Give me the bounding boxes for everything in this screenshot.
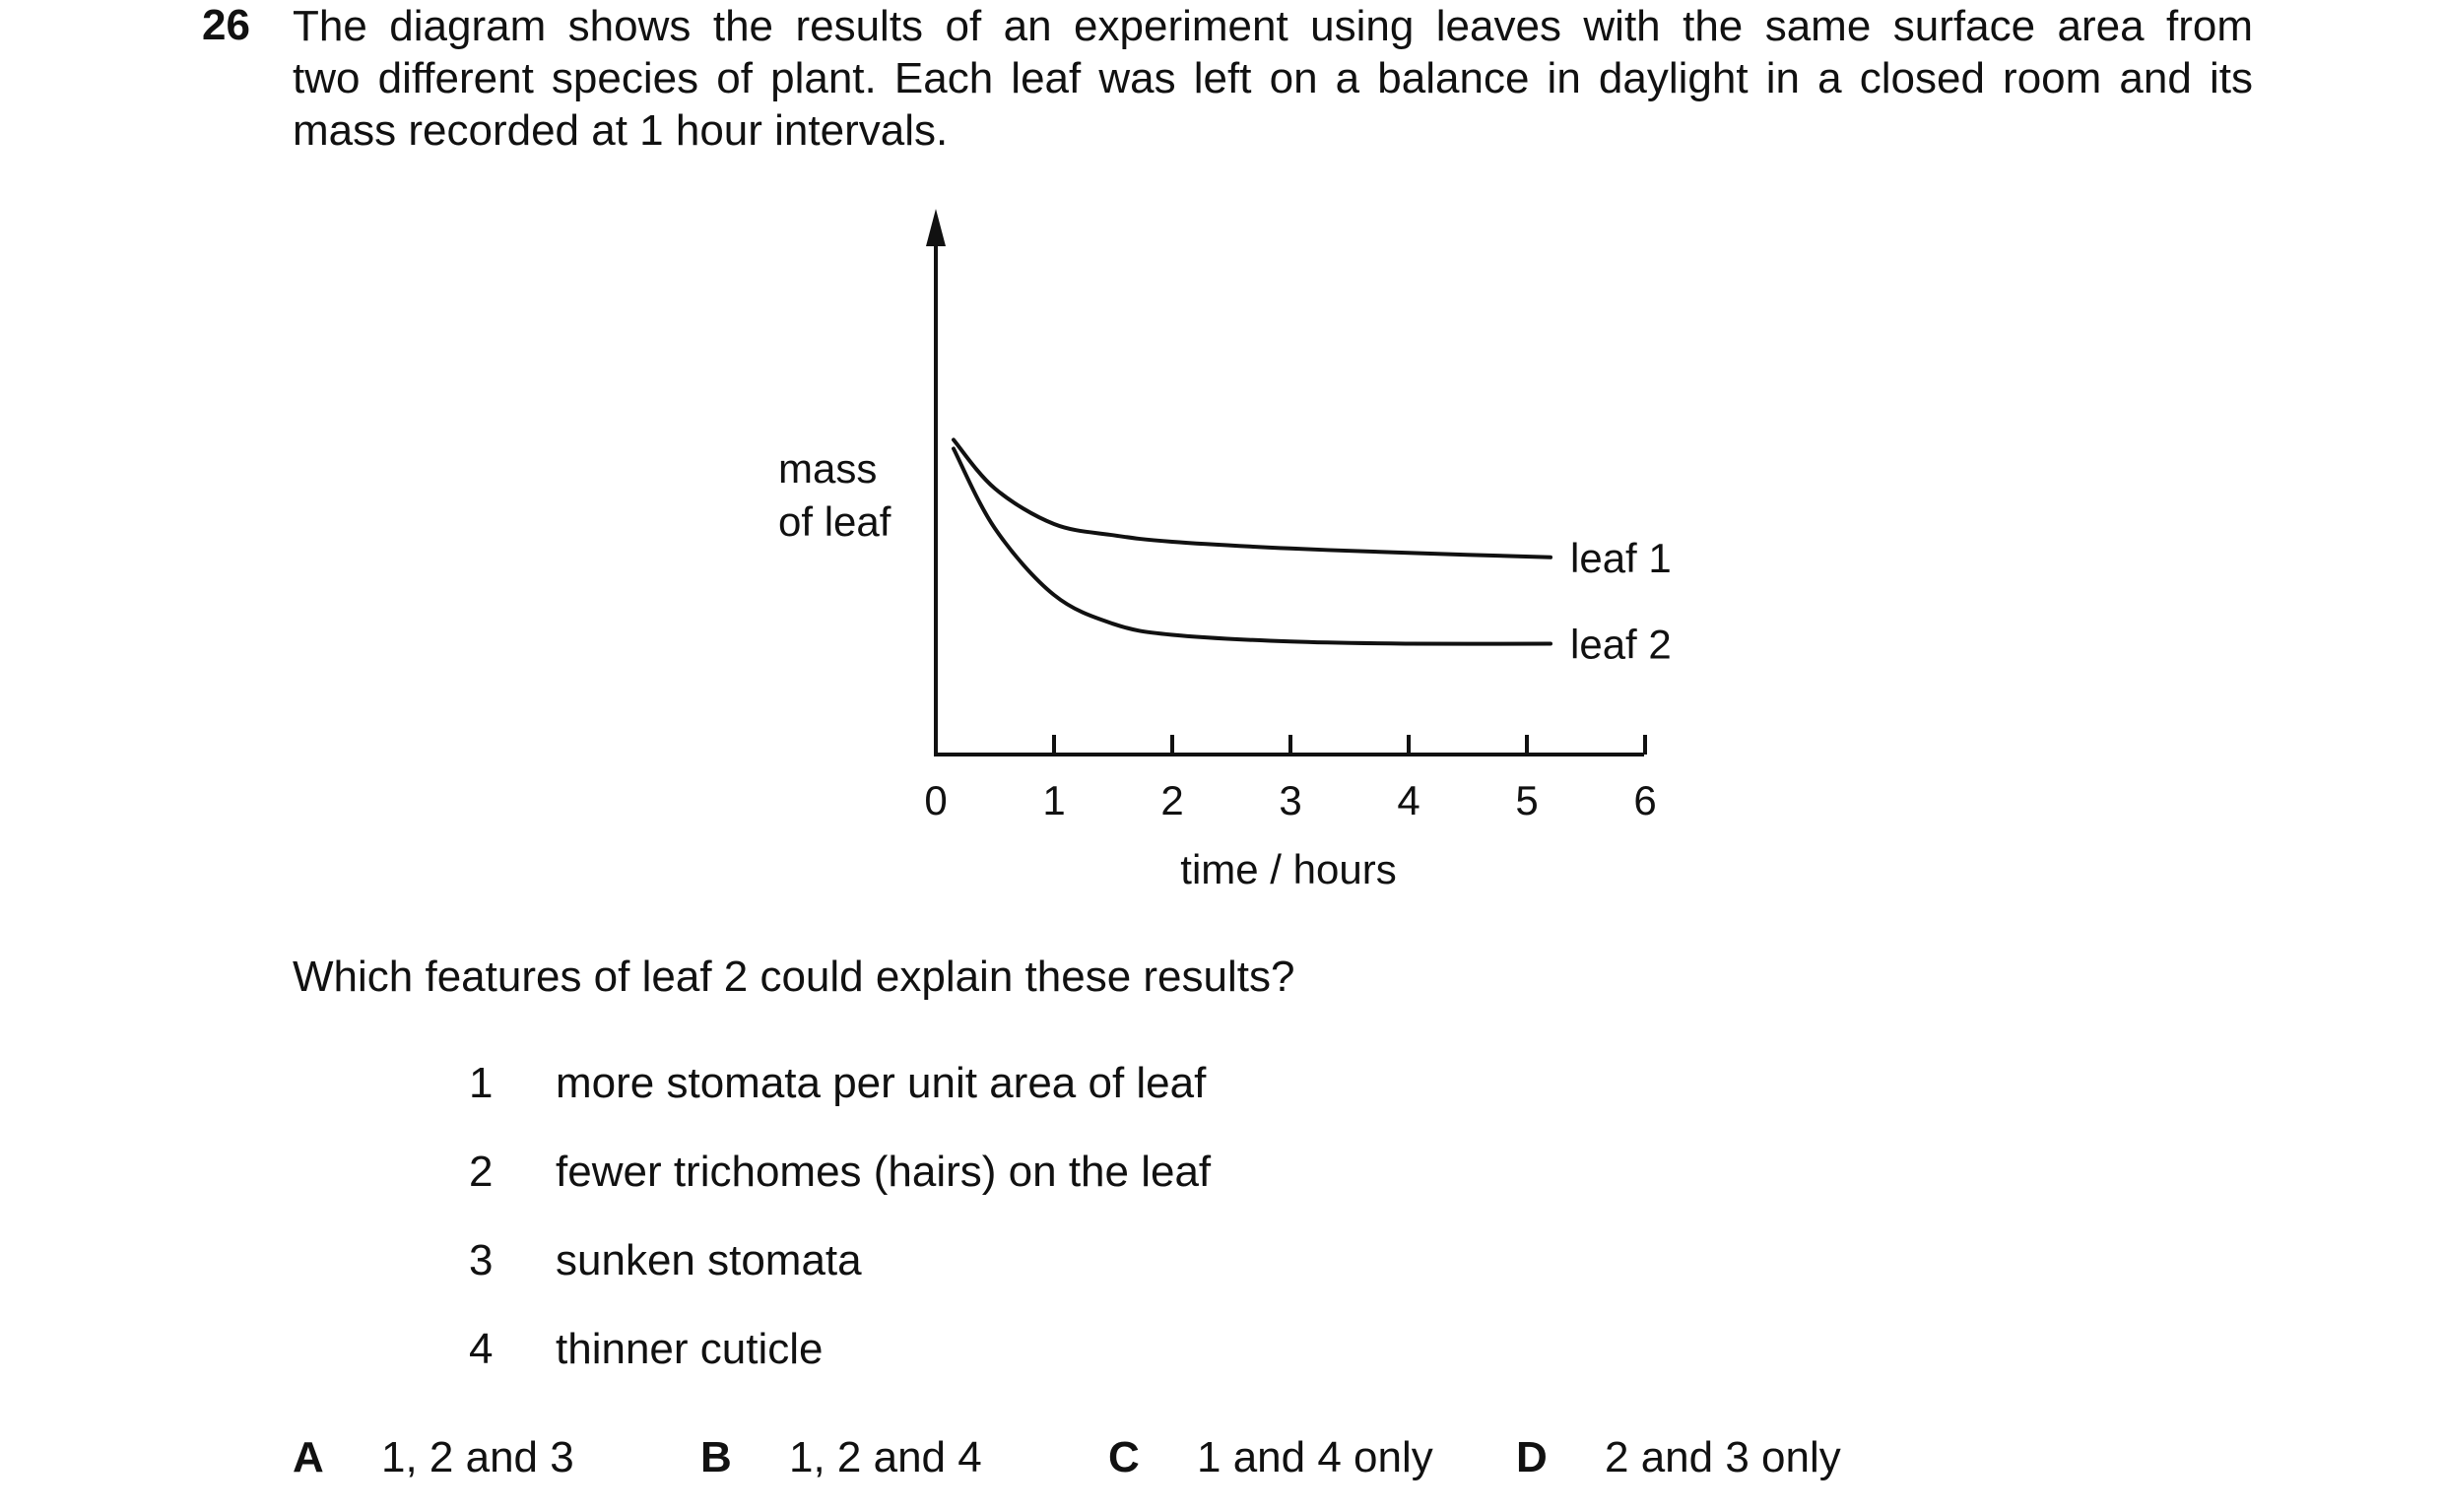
stem-line-1: The diagram shows the results of an experiment using leaves with the same surface area from (293, 2, 2253, 50)
series-label-1: leaf 1 (1570, 534, 1672, 581)
statement-text: more stomata per unit area of leaf (556, 1059, 1207, 1107)
x-tick-label: 1 (1042, 777, 1066, 823)
option-text: 1, 2 and 3 (381, 1433, 574, 1481)
statement-text: sunken stomata (556, 1236, 862, 1284)
y-axis (926, 209, 946, 755)
series-line-1 (954, 440, 1551, 558)
option-text: 1, 2 and 4 (789, 1433, 982, 1481)
y-axis-label-line-1: mass (778, 445, 878, 492)
option-text: 1 and 4 only (1197, 1433, 1433, 1481)
question-number: 26 (202, 1, 250, 49)
y-axis-arrow-icon (926, 209, 946, 246)
data-curves (954, 440, 1551, 644)
x-tick-label: 2 (1160, 777, 1184, 823)
statement-number: 1 (469, 1059, 494, 1107)
option-letter: C (1108, 1433, 1140, 1481)
y-axis-label-line-2: of leaf (778, 498, 891, 545)
statement-number: 4 (469, 1325, 494, 1373)
x-axis-label: time / hours (1180, 846, 1397, 892)
option-letter: A (293, 1433, 324, 1481)
option-letter: D (1516, 1433, 1548, 1481)
question-prompt: Which features of leaf 2 could explain these results? (293, 953, 1295, 1001)
x-axis-ticks (924, 735, 1656, 823)
x-tick-label: 4 (1397, 777, 1420, 823)
statement-number: 2 (469, 1148, 494, 1196)
x-tick-label: 0 (924, 777, 948, 823)
stem-line-2: two different species of plant. Each leaf was left on a balance in daylight in a closed room and its (293, 54, 2253, 102)
statement-number: 3 (469, 1236, 494, 1284)
x-tick-label: 5 (1515, 777, 1539, 823)
x-tick-label: 3 (1279, 777, 1302, 823)
statement-text: thinner cuticle (556, 1325, 824, 1373)
stem-line-3: mass recorded at 1 hour intervals. (293, 106, 949, 155)
option-letter: B (700, 1433, 732, 1481)
series-label-2: leaf 2 (1570, 621, 1672, 668)
statement-text: fewer trichomes (hairs) on the leaf (556, 1148, 1212, 1196)
option-text: 2 and 3 only (1605, 1433, 1841, 1481)
series-labels (1570, 535, 1672, 668)
x-tick-label: 6 (1633, 777, 1657, 823)
